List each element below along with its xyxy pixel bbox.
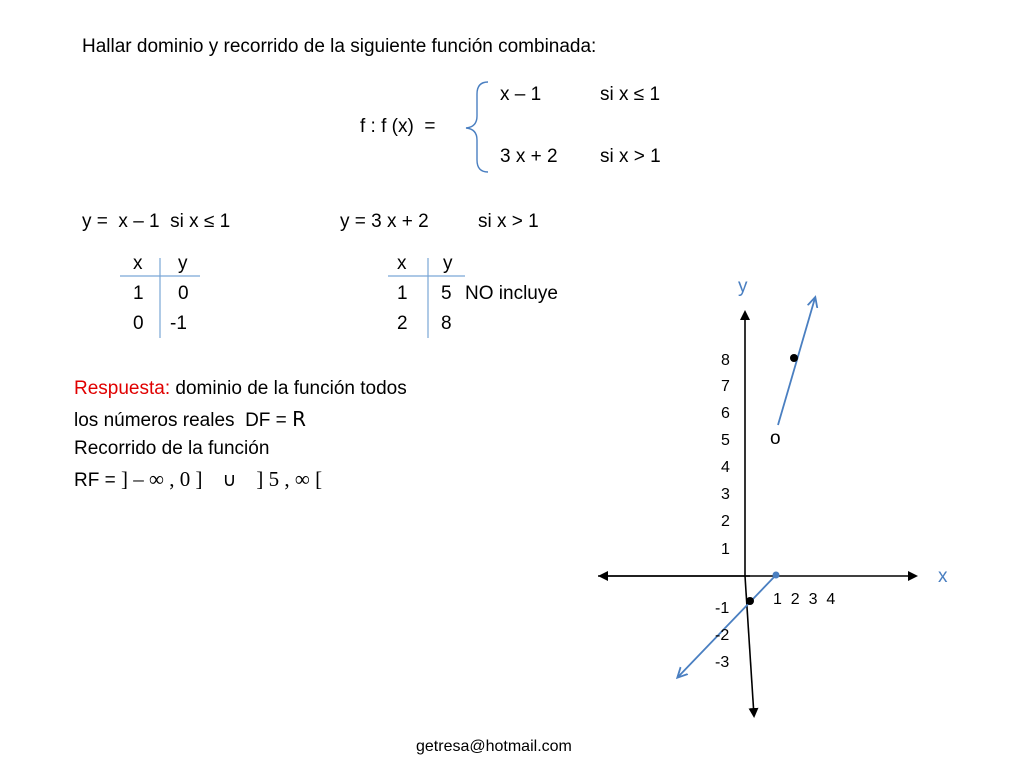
footer-email: getresa@hotmail.com (416, 738, 572, 755)
y-tick-3: 3 (721, 486, 730, 503)
y-tick-7: 7 (721, 378, 730, 395)
part2-col-x: x (397, 253, 407, 274)
part1-col-x: x (133, 253, 143, 274)
range-prefix: RF = (74, 470, 121, 491)
y-tick-4: 4 (721, 459, 730, 476)
y-tick-minus-2: -2 (715, 627, 730, 644)
part2-heading-condition: si x > 1 (478, 211, 539, 232)
y-tick-minus-1: -1 (715, 600, 730, 617)
part1-row1-x: 1 (133, 283, 144, 304)
y-tick-6: 6 (721, 405, 730, 422)
answer-domain-text: dominio de la función todos (170, 378, 407, 399)
piece1-condition: si x ≤ 1 (600, 84, 661, 105)
part2-row2-y: 8 (441, 313, 452, 334)
x-axis-label: x (938, 566, 948, 587)
part2-col-y: y (443, 253, 453, 274)
y-tick-minus-3: -3 (715, 654, 730, 671)
part2-row1-note: NO incluye (465, 283, 558, 304)
part1-heading: y = x – 1 si x ≤ 1 (82, 211, 231, 232)
part1-row1-y: 0 (178, 283, 189, 304)
page-title: Hallar dominio y recorrido de la siguiente función combinada: (82, 36, 597, 57)
piece2-condition: si x > 1 (600, 146, 661, 167)
x-ticks: 1 2 3 4 (773, 591, 836, 608)
y-tick-2: 2 (721, 513, 730, 530)
point-0-minus1 (746, 597, 754, 605)
answer-line-3: Recorrido de la función (74, 438, 270, 459)
part2-row1-x: 1 (397, 283, 408, 304)
piece1-expression: x – 1 (500, 84, 542, 105)
part2-row1-y: 5 (441, 283, 452, 304)
answer-domain-set-text: los números reales DF = (74, 410, 293, 431)
range-interval-1: ] – ∞ , 0 ] (120, 467, 203, 491)
point-2-8 (790, 354, 798, 362)
open-point-label: o (770, 428, 781, 449)
part1-col-y: y (178, 253, 188, 274)
piecewise-brace (466, 82, 488, 172)
range-interval-2: ] 5 , ∞ [ (256, 467, 323, 491)
answer-label: Respuesta: (74, 378, 171, 399)
y-axis-negative (745, 576, 754, 716)
union-symbol: ∪ (222, 470, 237, 491)
point-1-0 (773, 572, 780, 579)
y-axis-label: y (738, 276, 748, 297)
y-tick-1: 1 (721, 541, 730, 558)
part1-row2-y: -1 (170, 313, 187, 334)
reals-symbol: R (292, 407, 306, 431)
piece2-expression: 3 x + 2 (500, 146, 558, 167)
y-tick-8: 8 (721, 352, 730, 369)
part1-row2-x: 0 (133, 313, 144, 334)
y-tick-5: 5 (721, 432, 730, 449)
graph-line-3x-plus-2 (778, 298, 815, 425)
part2-row2-x: 2 (397, 313, 408, 334)
part2-heading-expression: y = 3 x + 2 (340, 211, 429, 232)
function-lhs: f : f (x) = (360, 116, 436, 137)
